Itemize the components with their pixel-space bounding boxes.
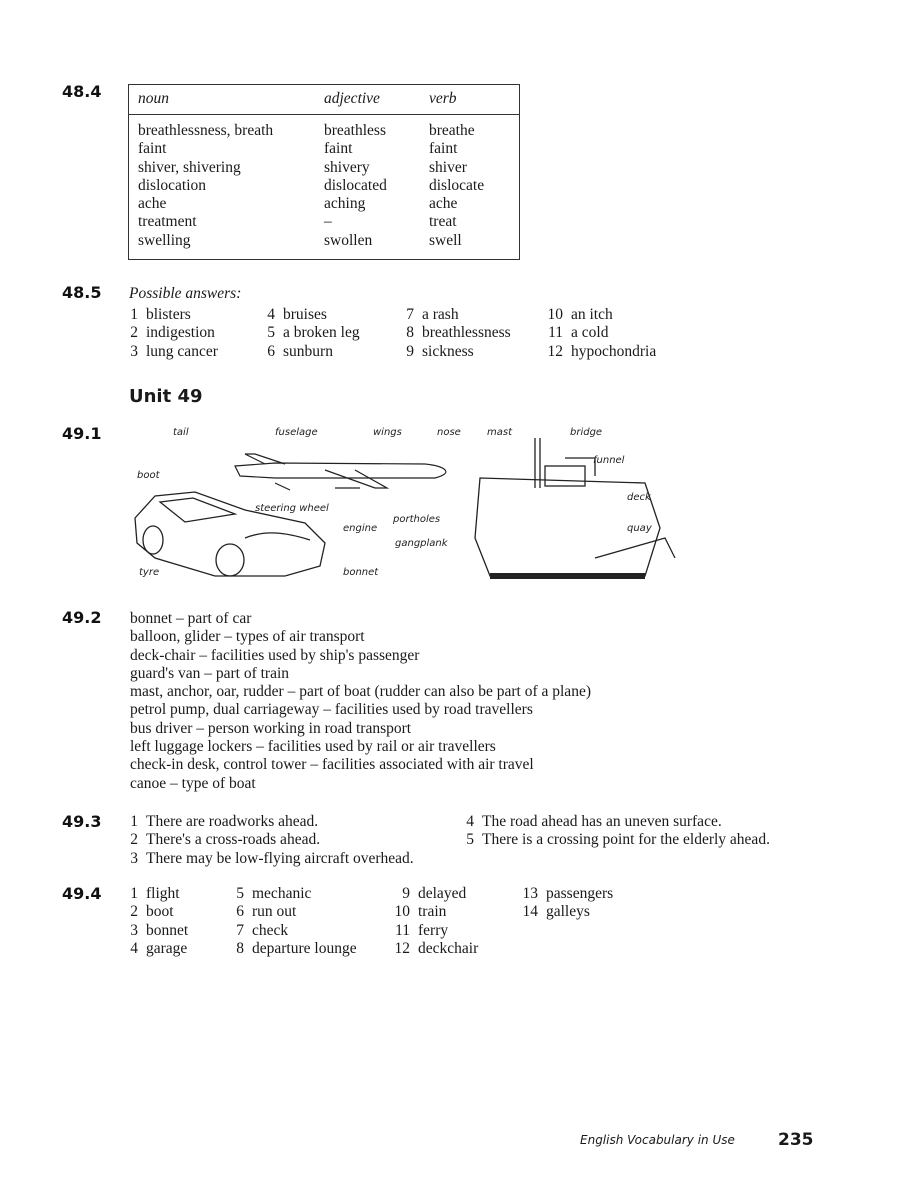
answer-column-1 [120, 306, 218, 361]
list-item: 9 delayed [402, 885, 467, 902]
list-item: petrol pump, dual carriageway – facilities used by road travellers [130, 701, 533, 719]
answer-column-2 [257, 306, 360, 361]
cell-adjective: – [324, 213, 332, 231]
cell-adjective: breathless [324, 122, 386, 139]
cell-noun: treatment [138, 213, 197, 231]
book-title-footer: English Vocabulary in Use [580, 1133, 735, 1147]
cell-noun: faint [138, 140, 167, 158]
words-column-4 [520, 885, 613, 922]
list-item: 11 a cold [548, 324, 609, 342]
list-item: 2 indigestion [130, 324, 215, 342]
list-item: 10 an itch [547, 306, 613, 323]
unit-title: Unit 49 [129, 386, 203, 407]
section-number-49-4: 49.4 [62, 884, 102, 903]
words-column-2 [226, 885, 357, 958]
cell-noun: breathlessness, breath [138, 122, 274, 139]
list-item: 10 train [394, 903, 447, 921]
section-number-49-2: 49.2 [62, 608, 102, 627]
label-engine: engine [343, 523, 378, 534]
list-item: mast, anchor, oar, rudder – part of boat (rudder can also be part of a plane) [130, 683, 591, 701]
table-row [128, 177, 520, 195]
header-adjective: adjective [314, 84, 419, 115]
cell-verb: dislocate [429, 176, 485, 194]
label-tyre: tyre [139, 567, 160, 578]
words-column-1 [120, 885, 188, 958]
cell-adjective: faint [324, 140, 353, 158]
label-wings: wings [373, 427, 402, 438]
list-item: 14 galleys [522, 903, 590, 921]
list-item: 6 sunburn [267, 342, 333, 360]
list-item: 11 ferry [395, 921, 449, 939]
table-header-row [128, 84, 520, 115]
label-deck: deck [627, 492, 651, 503]
list-item: 7 check [236, 921, 289, 939]
section-number-48-4: 48.4 [62, 82, 102, 101]
label-nose: nose [437, 427, 461, 438]
cell-verb: faint [429, 140, 458, 158]
cell-noun: shiver, shivering [138, 158, 241, 176]
list-item: balloon, glider – types of air transport [130, 628, 365, 646]
list-item: 2 There's a cross-roads ahead. [130, 831, 321, 849]
section-number-48-5: 48.5 [62, 283, 102, 302]
list-item: 3 bonnet [130, 921, 189, 939]
list-item: bus driver – person working in road transport [130, 719, 412, 737]
label-mast: mast [487, 427, 512, 438]
list-item: 5 There is a crossing point for the elderly ahead. [466, 831, 770, 849]
table-row [128, 232, 520, 254]
list-item: 3 lung cancer [130, 342, 218, 360]
label-gangplank: gangplank [395, 538, 448, 549]
list-item: 3 There may be low-flying aircraft overhead. [130, 849, 414, 867]
list-item: 12 hypochondria [547, 342, 657, 360]
header-noun: noun [128, 84, 314, 115]
signs-column-1 [120, 813, 414, 868]
list-item: 9 sickness [406, 342, 474, 360]
list-item: check-in desk, control tower – facilities associated with air travel [130, 756, 534, 774]
label-fuselage: fuselage [275, 427, 318, 438]
label-bonnet: bonnet [343, 567, 379, 578]
cell-verb: breathe [429, 122, 475, 139]
transport-diagram [125, 418, 685, 590]
list-item: 4 garage [130, 939, 188, 957]
answer-column-3 [396, 306, 511, 361]
table-row [128, 195, 520, 213]
list-item: 2 boot [130, 903, 174, 921]
list-item: canoe – type of boat [130, 774, 256, 792]
list-item: 5 mechanic [236, 885, 312, 902]
categories-list [130, 610, 591, 793]
list-item: 6 run out [236, 903, 297, 921]
label-bridge: bridge [570, 427, 603, 438]
list-item: 4 bruises [267, 306, 327, 323]
list-item: 8 breathlessness [406, 324, 511, 342]
list-item: 13 passengers [522, 885, 614, 902]
plane-illustration [235, 454, 446, 490]
cell-verb: swell [429, 231, 462, 249]
cell-adjective: shivery [324, 158, 370, 176]
list-item: deck-chair – facilities used by ship's passenger [130, 646, 420, 664]
table-row [128, 213, 520, 231]
label-steering-wheel: steering wheel [255, 503, 329, 514]
possible-answers-label: Possible answers: [129, 285, 242, 302]
table-row [128, 159, 520, 177]
cell-noun: ache [138, 195, 167, 213]
ship-illustration [475, 438, 675, 576]
list-item: 1 blisters [130, 306, 191, 323]
cell-adjective: aching [324, 195, 366, 213]
label-boot: boot [137, 470, 160, 481]
answer-column-4 [545, 306, 656, 361]
table-row [128, 115, 520, 141]
list-item: 1 There are roadworks ahead. [130, 813, 319, 830]
label-tail: tail [173, 427, 189, 438]
page-number: 235 [778, 1130, 814, 1150]
cell-adjective: swollen [324, 231, 373, 249]
cell-noun: dislocation [138, 176, 207, 194]
list-item: 8 departure lounge [236, 939, 357, 957]
header-verb: verb [419, 84, 520, 115]
list-item: 12 deckchair [394, 939, 479, 957]
word-forms-table [128, 84, 520, 254]
cell-verb: shiver [429, 158, 467, 176]
signs-column-2 [456, 813, 770, 850]
section-number-49-1: 49.1 [62, 424, 102, 443]
list-item: guard's van – part of train [130, 664, 290, 682]
list-item: bonnet – part of car [130, 610, 252, 627]
label-quay: quay [627, 523, 652, 534]
cell-verb: treat [429, 213, 457, 231]
cell-verb: ache [429, 195, 458, 213]
list-item: 7 a rash [406, 306, 459, 323]
list-item: left luggage lockers – facilities used by rail or air travellers [130, 738, 496, 756]
list-item: 1 flight [130, 885, 180, 902]
words-column-3 [392, 885, 478, 958]
list-item: 5 a broken leg [267, 324, 360, 342]
cell-noun: swelling [138, 231, 191, 249]
table-row [128, 140, 520, 158]
section-number-49-3: 49.3 [62, 812, 102, 831]
cell-adjective: dislocated [324, 176, 387, 194]
list-item: 4 The road ahead has an uneven surface. [466, 813, 722, 830]
label-portholes: portholes [393, 514, 441, 525]
label-funnel: funnel [593, 455, 625, 466]
